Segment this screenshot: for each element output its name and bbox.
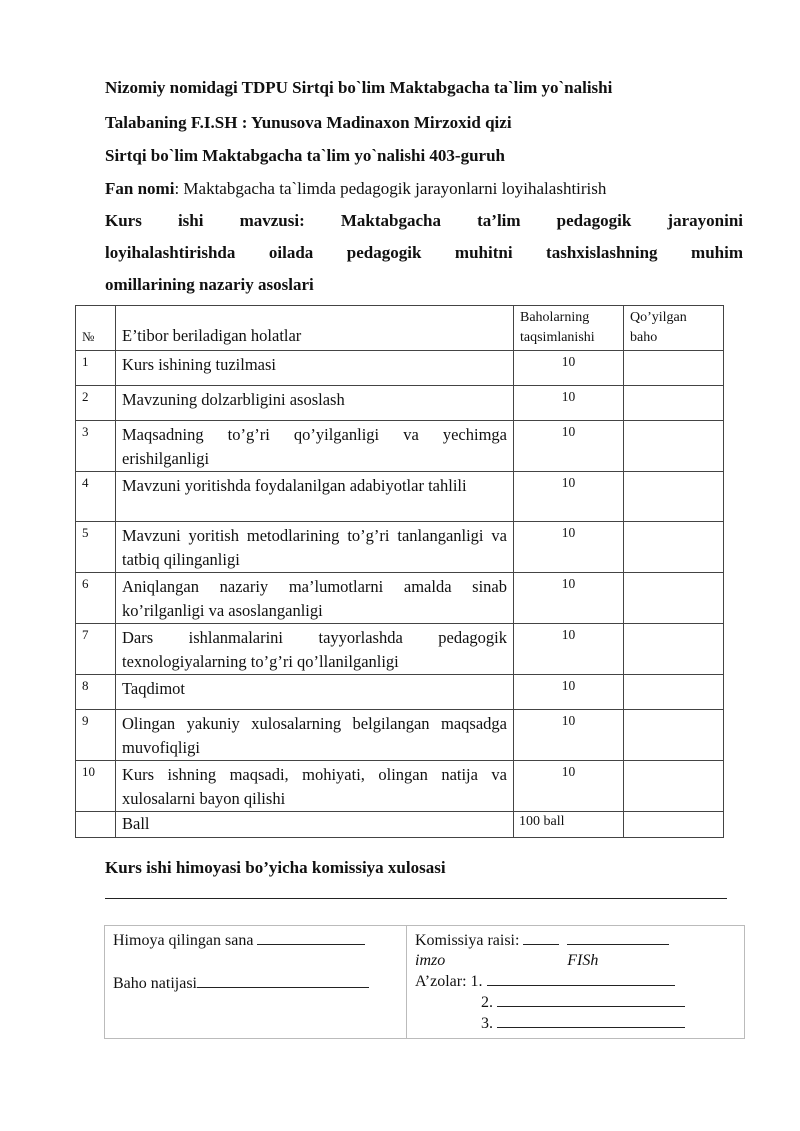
table-row	[76, 624, 724, 675]
row-criterion: Mavzuni yoritishda foydalanilgan adabiyotlar tahlili	[116, 472, 514, 522]
defense-table	[104, 925, 745, 1039]
row-num: 10	[76, 761, 116, 812]
row-points: 10	[514, 675, 624, 710]
row-points: 10	[514, 624, 624, 675]
table-row	[76, 351, 724, 386]
student-name-line: Talabaning F.I.SH : Yunusova Madinaxon Mirzoxid qizi	[105, 113, 512, 132]
member-1-field: A’zolar: 1.	[415, 971, 736, 992]
row-num: 9	[76, 710, 116, 761]
row-num: 1	[76, 351, 116, 386]
header-num: №	[76, 306, 116, 351]
row-grade-cell	[624, 522, 724, 573]
header-criteria: E’tibor beriladigan holatlar	[116, 306, 514, 351]
defense-left-cell	[105, 926, 407, 1039]
table-row	[76, 421, 724, 472]
subject-label: Fan nomi	[105, 179, 175, 198]
total-label: Ball	[116, 812, 514, 838]
table-row	[76, 675, 724, 710]
row-points: 10	[514, 421, 624, 472]
row-points: 10	[514, 472, 624, 522]
group-line: Sirtqi bo`lim Maktabgacha ta`lim yo`nalishi 403-guruh	[105, 146, 506, 165]
grade-result-field: Baho natijasi	[113, 973, 398, 994]
row-grade-cell	[624, 710, 724, 761]
member-3-field: 3.	[415, 1013, 736, 1034]
row-points: 10	[514, 522, 624, 573]
row-criterion: Dars ishlanmalarini tayyorlashda pedagogik texnologiyalarning to’g’ri qo’llanilganligi	[116, 624, 514, 675]
table-row	[76, 761, 724, 812]
table-total-row	[76, 812, 724, 838]
row-points: 10	[514, 710, 624, 761]
row-grade-cell	[624, 624, 724, 675]
row-grade-cell	[624, 472, 724, 522]
row-grade-cell	[624, 421, 724, 472]
header-grade: Qo’yilgan baho	[624, 306, 724, 351]
table-row	[76, 472, 724, 522]
row-num: 2	[76, 386, 116, 421]
row-criterion: Mavzuning dolzarbligini asoslash	[116, 386, 514, 421]
member-2-field: 2.	[415, 992, 736, 1013]
row-criterion: Aniqlangan nazariy ma’lumotlarni amalda sinab ko’rilganligi va asoslanganligi	[116, 573, 514, 624]
institution-line: Nizomiy nomidagi TDPU Sirtqi bo`lim Maktabgacha ta`lim yo`nalishi	[105, 78, 613, 97]
table-row	[76, 573, 724, 624]
row-criterion: Maqsadning to’g’ri qo’yilganligi va yechimga erishilganligi	[116, 421, 514, 472]
defense-date-field: Himoya qilingan sana	[113, 930, 398, 951]
row-criterion: Kurs ishining tuzilmasi	[116, 351, 514, 386]
total-grade-cell	[624, 812, 724, 838]
header-distribution: Baholarning taqsimlanishi	[514, 306, 624, 351]
row-grade-cell	[624, 761, 724, 812]
topic-line-3: omillarining nazariy asoslari	[105, 275, 314, 294]
row-grade-cell	[624, 386, 724, 421]
table-header-row	[76, 306, 724, 351]
row-num: 8	[76, 675, 116, 710]
evaluation-table	[75, 305, 724, 838]
row-num: 5	[76, 522, 116, 573]
row-grade-cell	[624, 351, 724, 386]
row-num: 7	[76, 624, 116, 675]
table-row	[76, 386, 724, 421]
commission-conclusion-title: Kurs ishi himoyasi bo’yicha komissiya xulosasi	[105, 858, 446, 877]
table-row	[76, 710, 724, 761]
topic-line-2: loyihalashtirishda oilada pedagogik muhitni tashxislashning muhim	[105, 243, 743, 262]
row-num: 3	[76, 421, 116, 472]
row-num: 6	[76, 573, 116, 624]
row-points: 10	[514, 351, 624, 386]
row-grade-cell	[624, 573, 724, 624]
row-grade-cell	[624, 675, 724, 710]
row-points: 10	[514, 386, 624, 421]
total-empty-cell	[76, 812, 116, 838]
row-num: 4	[76, 472, 116, 522]
conclusion-line	[105, 898, 727, 899]
row-criterion: Olingan yakuniy xulosalarning belgilangan maqsadga muvofiqligi	[116, 710, 514, 761]
row-points: 10	[514, 573, 624, 624]
row-criterion: Kurs ishning maqsadi, mohiyati, olingan natija va xulosalarni bayon qilishi	[116, 761, 514, 812]
total-value: 100 ball	[514, 812, 624, 838]
row-criterion: Mavzuni yoritish metodlarining to’g’ri tanlanganligi va tatbiq qilinganligi	[116, 522, 514, 573]
subject-value: : Maktabgacha ta`limda pedagogik jarayonlarni loyihalashtirish	[174, 179, 607, 198]
row-criterion: Taqdimot	[116, 675, 514, 710]
commission-chair-field: Komissiya raisi:	[415, 930, 736, 951]
table-row	[76, 522, 724, 573]
signature-labels: imzo FISh	[415, 952, 599, 969]
defense-right-cell	[407, 926, 745, 1039]
topic-line-1: Kurs ishi mavzusi: Maktabgacha ta’lim pedagogik jarayonini	[105, 211, 743, 230]
subject-line	[105, 179, 745, 199]
row-points: 10	[514, 761, 624, 812]
